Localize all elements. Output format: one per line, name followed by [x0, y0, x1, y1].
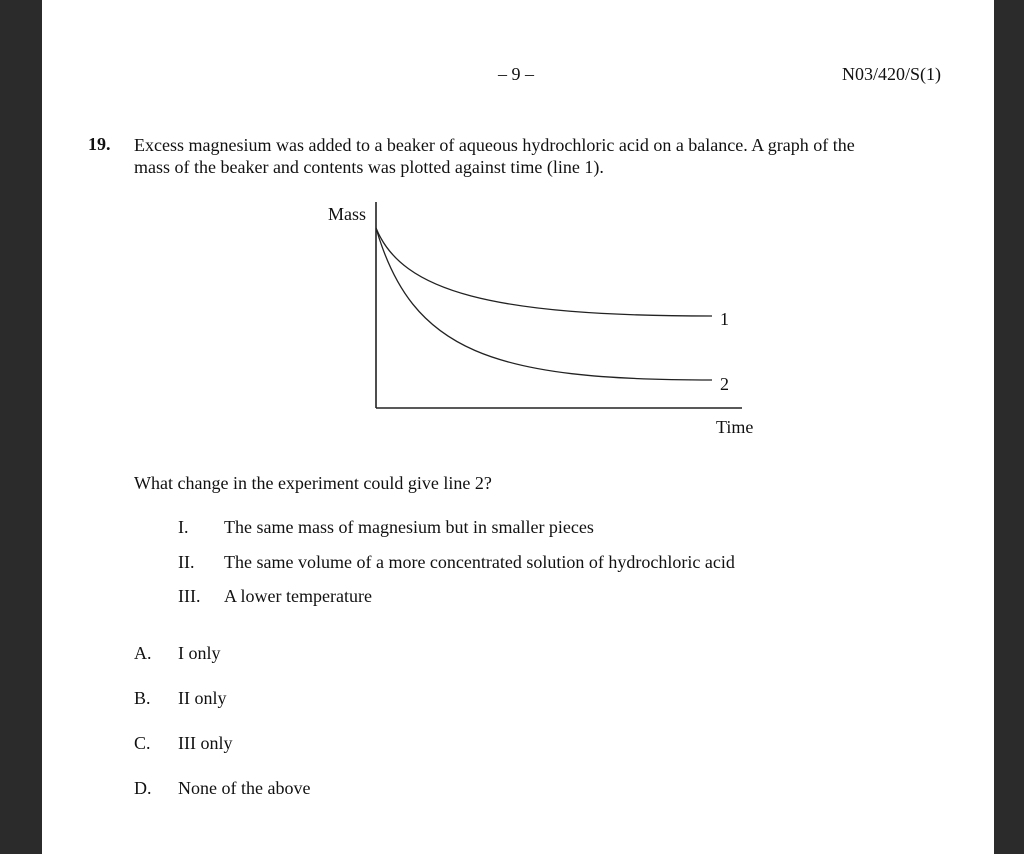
answer-letter-a: A. — [134, 643, 152, 663]
mass-time-graph — [312, 192, 772, 442]
exam-page — [42, 0, 994, 854]
page-number: – 9 – — [498, 64, 534, 84]
series-line-2 — [376, 228, 712, 380]
statement-numeral: III. — [178, 586, 201, 606]
answer-option-a[interactable]: I only — [178, 643, 221, 663]
statement-numeral: II. — [178, 552, 195, 572]
statement-text: The same volume of a more concentrated solution of hydrochloric acid — [224, 552, 735, 572]
question-number: 19. — [88, 134, 111, 154]
answer-letter-c: C. — [134, 733, 151, 753]
question-text-line-2: mass of the beaker and contents was plotted against time (line 1). — [134, 157, 604, 177]
answer-option-b[interactable]: II only — [178, 688, 227, 708]
series-line-1 — [376, 228, 712, 316]
answer-letter-d: D. — [134, 778, 152, 798]
statement-text: The same mass of magnesium but in smaller pieces — [224, 517, 594, 537]
question-prompt: What change in the experiment could give line 2? — [134, 473, 492, 493]
question-text-line-1: Excess magnesium was added to a beaker of aqueous hydrochloric acid on a balance. A graph of the — [134, 135, 855, 155]
answer-option-c[interactable]: III only — [178, 733, 233, 753]
y-axis-label: Mass — [328, 204, 367, 224]
series-label-1: 1 — [720, 309, 729, 329]
series-label-2: 2 — [720, 374, 729, 394]
answer-letter-b: B. — [134, 688, 151, 708]
statement-text: A lower temperature — [224, 586, 372, 606]
x-axis-label: Time — [716, 417, 754, 437]
paper-code: N03/420/S(1) — [842, 64, 941, 84]
answer-option-d[interactable]: None of the above — [178, 778, 311, 798]
statement-numeral: I. — [178, 517, 189, 537]
